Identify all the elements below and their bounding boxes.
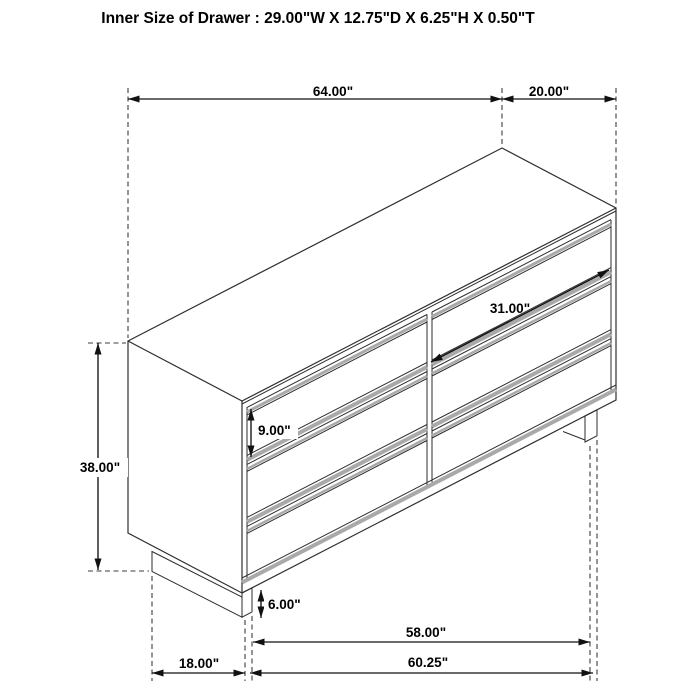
drawer-divider — [247, 220, 611, 580]
dimension-lines — [98, 99, 616, 673]
dim-label-depth: 20.00" — [528, 84, 570, 99]
dim-label-base-width: 58.00" — [405, 625, 447, 640]
dim-label-width: 64.00" — [312, 84, 354, 99]
drawer-grooves — [242, 224, 616, 582]
front-left-leg — [242, 588, 252, 617]
dim-label-drawer-width: 31.00" — [489, 301, 531, 316]
drawer-front-edges — [242, 220, 616, 578]
dim-label-base-height: 6.00" — [268, 597, 301, 612]
dim-label-height: 38.00" — [79, 460, 121, 475]
dim-label-bottom-depth: 18.00" — [178, 656, 220, 671]
dresser-drawing — [128, 148, 616, 617]
dim-label-drawer-height: 9.00" — [258, 423, 291, 438]
diagram-title: Inner Size of Drawer : 29.00"W X 12.75"D X 6.25"H X 0.50"T — [101, 10, 535, 27]
dim-label-bottom-width: 60.25" — [407, 655, 449, 670]
projection-lines — [88, 88, 616, 681]
plinth-side — [152, 552, 242, 618]
front-right-leg — [585, 410, 597, 442]
